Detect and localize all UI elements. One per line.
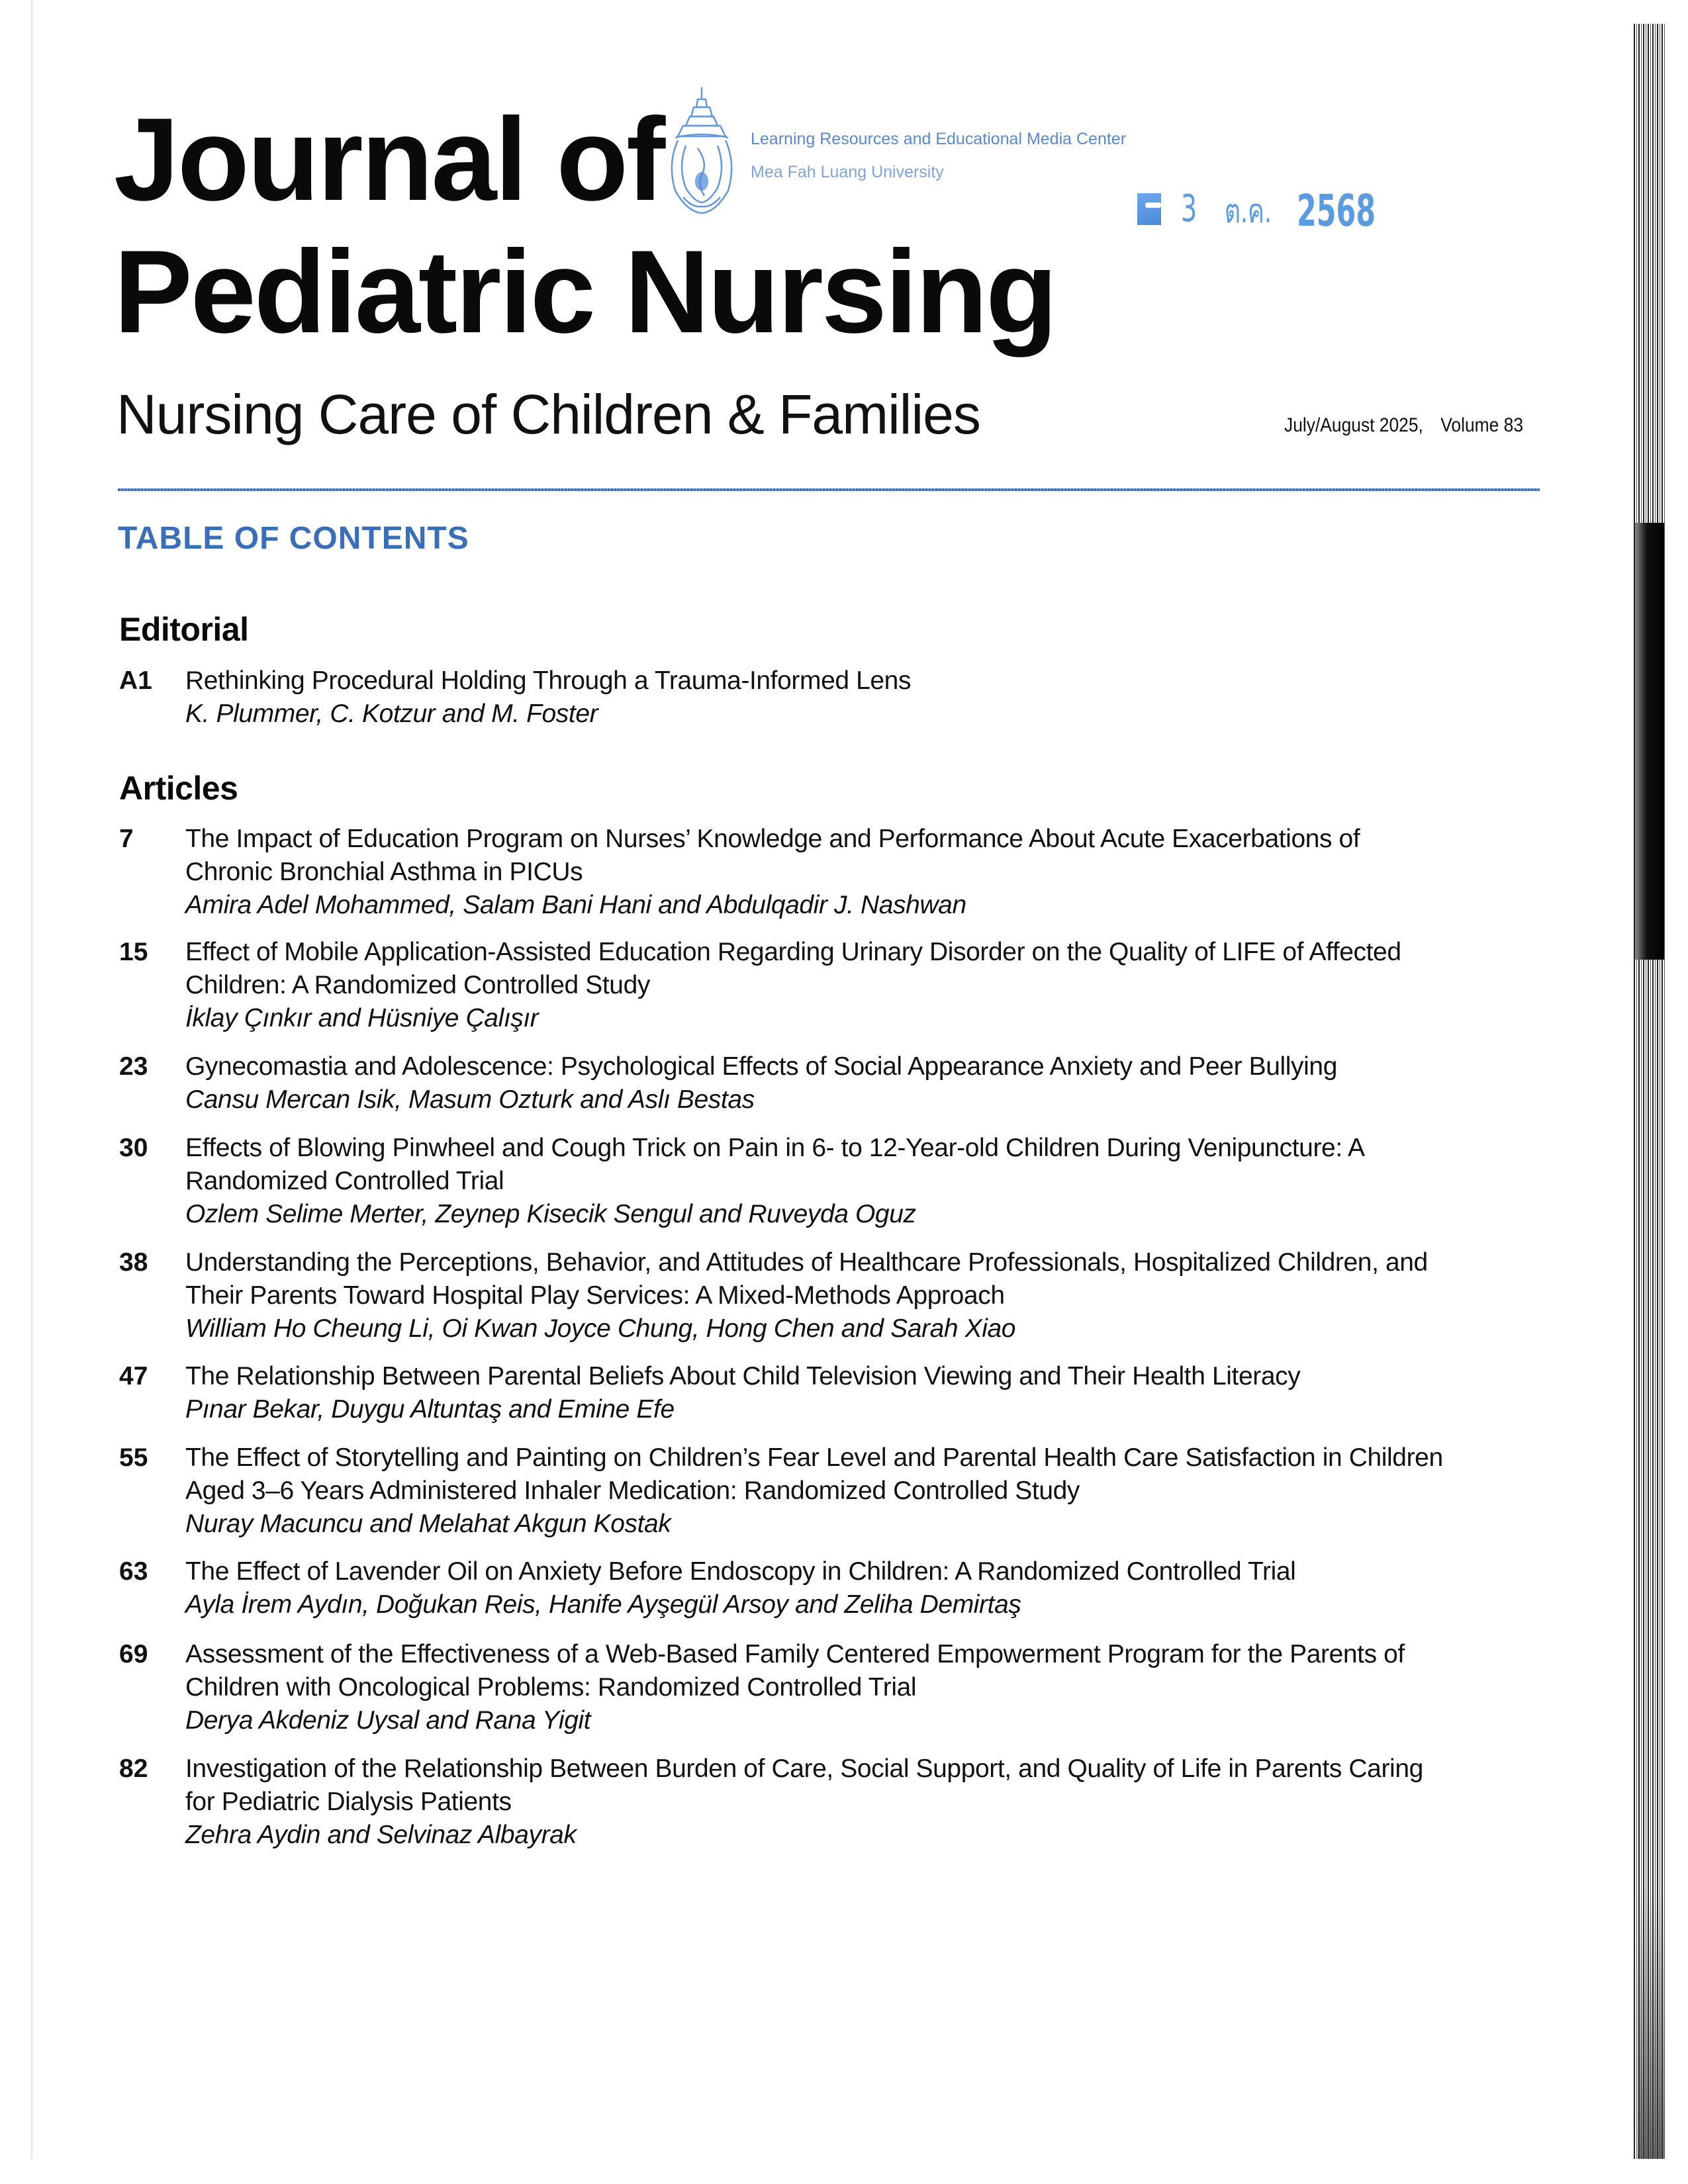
section-heading-editorial: Editorial bbox=[119, 611, 249, 648]
entry-authors: Ozlem Selime Merter, Zeynep Kisecik Sengul and Ruveyda Oguz bbox=[185, 1200, 916, 1228]
entry-authors: Cansu Mercan Isik, Masum Ozturk and Aslı Bestas bbox=[185, 1085, 755, 1114]
entry-authors: İklay Çınkır and Hüsniye Çalışır bbox=[185, 1004, 539, 1032]
entry-title-continued[interactable]: Chronic Bronchial Asthma in PICUs bbox=[185, 858, 583, 886]
entry-page-number: 23 bbox=[119, 1052, 148, 1081]
entry-page-number: 7 bbox=[119, 825, 134, 853]
journal-title-line-2: Pediatric Nursing bbox=[114, 226, 1056, 357]
entry-page-number: 63 bbox=[119, 1557, 148, 1586]
entry-authors: Derya Akdeniz Uysal and Rana Yigit bbox=[185, 1706, 591, 1735]
entry-title-continued[interactable]: for Pediatric Dialysis Patients bbox=[185, 1788, 512, 1816]
entry-authors: Nuray Macuncu and Melahat Akgun Kostak bbox=[185, 1510, 671, 1538]
scan-shadow bbox=[1638, 1886, 1664, 2159]
issue-date: July/August 2025, bbox=[1284, 414, 1423, 436]
entry-page-number: 30 bbox=[119, 1134, 148, 1162]
entry-authors: William Ho Cheung Li, Oi Kwan Joyce Chung, Hong Chen and Sarah Xiao bbox=[185, 1314, 1016, 1343]
entry-authors: Zehra Aydin and Selvinaz Albayrak bbox=[185, 1821, 577, 1849]
section-heading-articles: Articles bbox=[119, 770, 238, 807]
university-seal-icon bbox=[663, 85, 740, 214]
scan-dark-block bbox=[1635, 523, 1664, 960]
library-stamp-line-2: Mea Fah Luang University bbox=[751, 163, 944, 181]
entry-page-number: 55 bbox=[119, 1443, 148, 1472]
toc-heading: TABLE OF CONTENTS bbox=[118, 521, 469, 556]
entry-title[interactable]: The Effect of Lavender Oil on Anxiety Before Endoscopy in Children: A Randomized Controlled Trial bbox=[185, 1557, 1296, 1586]
entry-page-number: A1 bbox=[119, 666, 152, 695]
entry-title[interactable]: Gynecomastia and Adolescence: Psychological Effects of Social Appearance Anxiety and Peer Bullying bbox=[185, 1052, 1337, 1081]
entry-page-number: 38 bbox=[119, 1248, 148, 1277]
entry-page-number: 47 bbox=[119, 1362, 148, 1390]
entry-authors: Amira Adel Mohammed, Salam Bani Hani and Abdulqadir J. Nashwan bbox=[185, 891, 966, 919]
entry-authors: K. Plummer, C. Kotzur and M. Foster bbox=[185, 700, 598, 728]
stamp-mark-icon bbox=[1137, 193, 1161, 225]
entry-title[interactable]: The Effect of Storytelling and Painting on Children’s Fear Level and Parental Health Care Satisfaction in Children bbox=[185, 1443, 1443, 1472]
scan-edge-right bbox=[1632, 24, 1665, 2159]
entry-title-continued[interactable]: Aged 3–6 Years Administered Inhaler Medication: Randomized Controlled Study bbox=[185, 1477, 1080, 1505]
library-stamp-line-1: Learning Resources and Educational Media Center bbox=[751, 130, 1127, 148]
received-date-stamp bbox=[1137, 180, 1406, 236]
issue-volume: Volume 83 bbox=[1440, 414, 1524, 436]
entry-title-continued[interactable]: Randomized Controlled Trial bbox=[185, 1167, 504, 1195]
entry-title[interactable]: The Impact of Education Program on Nurses’ Knowledge and Performance About Acute Exacerbations of bbox=[185, 825, 1360, 853]
entry-title-continued[interactable]: Children with Oncological Problems: Randomized Controlled Trial bbox=[185, 1673, 917, 1702]
stamp-year: 2568 bbox=[1296, 185, 1376, 236]
entry-title-continued[interactable]: Children: A Randomized Controlled Study bbox=[185, 971, 650, 999]
journal-subtitle: Nursing Care of Children & Families bbox=[117, 383, 980, 445]
issue-info bbox=[1284, 414, 1523, 437]
entry-authors: Ayla İrem Aydın, Doğukan Reis, Hanife Ayşegül Arsoy and Zeliha Demirtaş bbox=[185, 1590, 1021, 1619]
stamp-day: 3 bbox=[1181, 187, 1197, 230]
entry-authors: Pınar Bekar, Duygu Altuntaş and Emine Efe bbox=[185, 1395, 675, 1424]
header-divider bbox=[118, 488, 1540, 491]
journal-title-line-1: Journal of bbox=[114, 93, 664, 225]
entry-page-number: 82 bbox=[119, 1754, 148, 1783]
entry-title[interactable]: The Relationship Between Parental Beliefs About Child Television Viewing and Their Health Literacy bbox=[185, 1362, 1301, 1390]
entry-title[interactable]: Effects of Blowing Pinwheel and Cough Trick on Pain in 6- to 12-Year-old Children During Venipuncture: A bbox=[185, 1134, 1365, 1162]
entry-page-number: 15 bbox=[119, 938, 148, 966]
entry-title[interactable]: Effect of Mobile Application-Assisted Education Regarding Urinary Disorder on the Quality of LIFE of Affected bbox=[185, 938, 1401, 966]
stamp-month: ต.ค. bbox=[1224, 192, 1272, 230]
scan-edge-left bbox=[30, 0, 33, 2159]
entry-title[interactable]: Understanding the Perceptions, Behavior, and Attitudes of Healthcare Professionals, Hospitalized Children, and bbox=[185, 1248, 1428, 1277]
entry-title[interactable]: Rethinking Procedural Holding Through a Trauma-Informed Lens bbox=[185, 666, 912, 695]
entry-title[interactable]: Assessment of the Effectiveness of a Web-Based Family Centered Empowerment Program for the Parents of bbox=[185, 1640, 1405, 1668]
entry-title-continued[interactable]: Their Parents Toward Hospital Play Services: A Mixed-Methods Approach bbox=[185, 1281, 1005, 1310]
entry-title[interactable]: Investigation of the Relationship Between Burden of Care, Social Support, and Quality of Life in Parents Caring bbox=[185, 1754, 1423, 1783]
entry-page-number: 69 bbox=[119, 1640, 148, 1668]
